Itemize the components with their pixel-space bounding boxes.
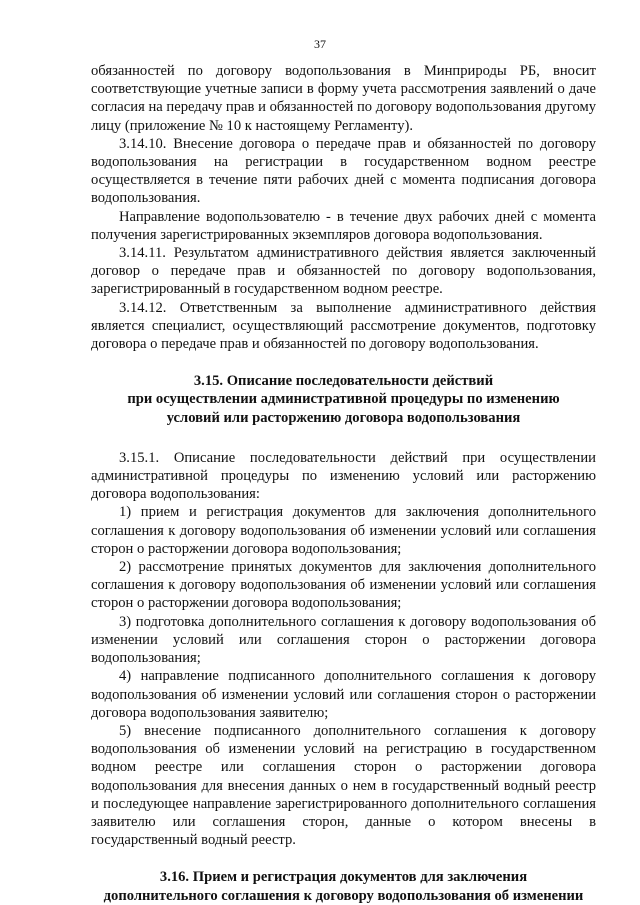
heading-line: условий или расторжению договора водопользования [166, 409, 521, 426]
heading-line: при осуществлении административной процедуры по изменению [127, 391, 560, 408]
heading-line: 3.15. Описание последовательности действий [193, 373, 494, 390]
page-content [91, 62, 596, 905]
paragraph-3-14-12: 3.14.12. Ответственным за выполнение административного действия является специалист, осуществляющий рассмотрение документов, подготовку договора о передаче прав и обязанностей по договору водопользования. [91, 299, 596, 353]
paragraph-3-14-10: 3.14.10. Внесение договора о передаче прав и обязанностей по договору водопользования на регистрации в государственном водном реестре осуществляется в течение пяти рабочих дней с момента подписания договора водопользования. [91, 135, 596, 207]
list-item: 2) рассмотрение принятых документов для заключения дополнительного соглашения к договору водопользования об изменении условий или соглашения сторон о расторжении договора водопользования; [91, 559, 596, 612]
list-item: 1) прием и регистрация документов для заключения дополнительного соглашения к договору водопользования об изменении условий или соглашения сторон о расторжении договора водопользования; [91, 504, 596, 557]
list-item: 5) внесение подписанного дополнительного соглашения к договору водопользования об изменении условий на регистрацию в государственном водном реестре или соглашения сторон о расторжении договора водопользования для внесения данных о нем в государственный водный реестр и последующее направление зарегистрированного дополнительного соглашения заявителю или соглашения сторон, данные о котором внесены в государственный водный реестр. [91, 722, 596, 849]
section-heading-3-16 [91, 868, 596, 904]
heading-line: дополнительного соглашения к договору водопользования об изменении [103, 887, 584, 904]
section-heading-3-15 [91, 372, 596, 427]
paragraph-direction: Направление водопользователю - в течение двух рабочих дней с момента получения зарегистрированных экземпляров договора водопользования. [91, 208, 596, 243]
page-number: 37 [314, 37, 326, 51]
paragraph-continuation: обязанностей по договору водопользования в Минприроды РБ, вносит соответствующие учетные записи в форму учета рассмотрения заявлений о даче согласия на передачу прав и обязанностей по договору водопользования другому лицу (приложение № 10 к настоящему Регламенту). [91, 63, 596, 134]
paragraph-3-14-11: 3.14.11. Результатом административного действия является заключенный договор о передаче прав и обязанностей по договору водопользования, зарегистрированный в государственном водном реестре. [91, 245, 596, 298]
list-item: 3) подготовка дополнительного соглашения к договору водопользования об изменении условий или соглашения сторон о расторжении договора водопользования; [91, 613, 596, 667]
paragraph-3-15-1: 3.15.1. Описание последовательности действий при осуществлении административной процедуры по изменению условий или расторжению договора водопользования: [91, 449, 596, 503]
heading-line: 3.16. Прием и регистрация документов для заключения [159, 869, 528, 886]
list-item: 4) направление подписанного дополнительного соглашения к договору водопользования об изменении условий или соглашения сторон о расторжении договора водопользования заявителю; [91, 668, 596, 721]
